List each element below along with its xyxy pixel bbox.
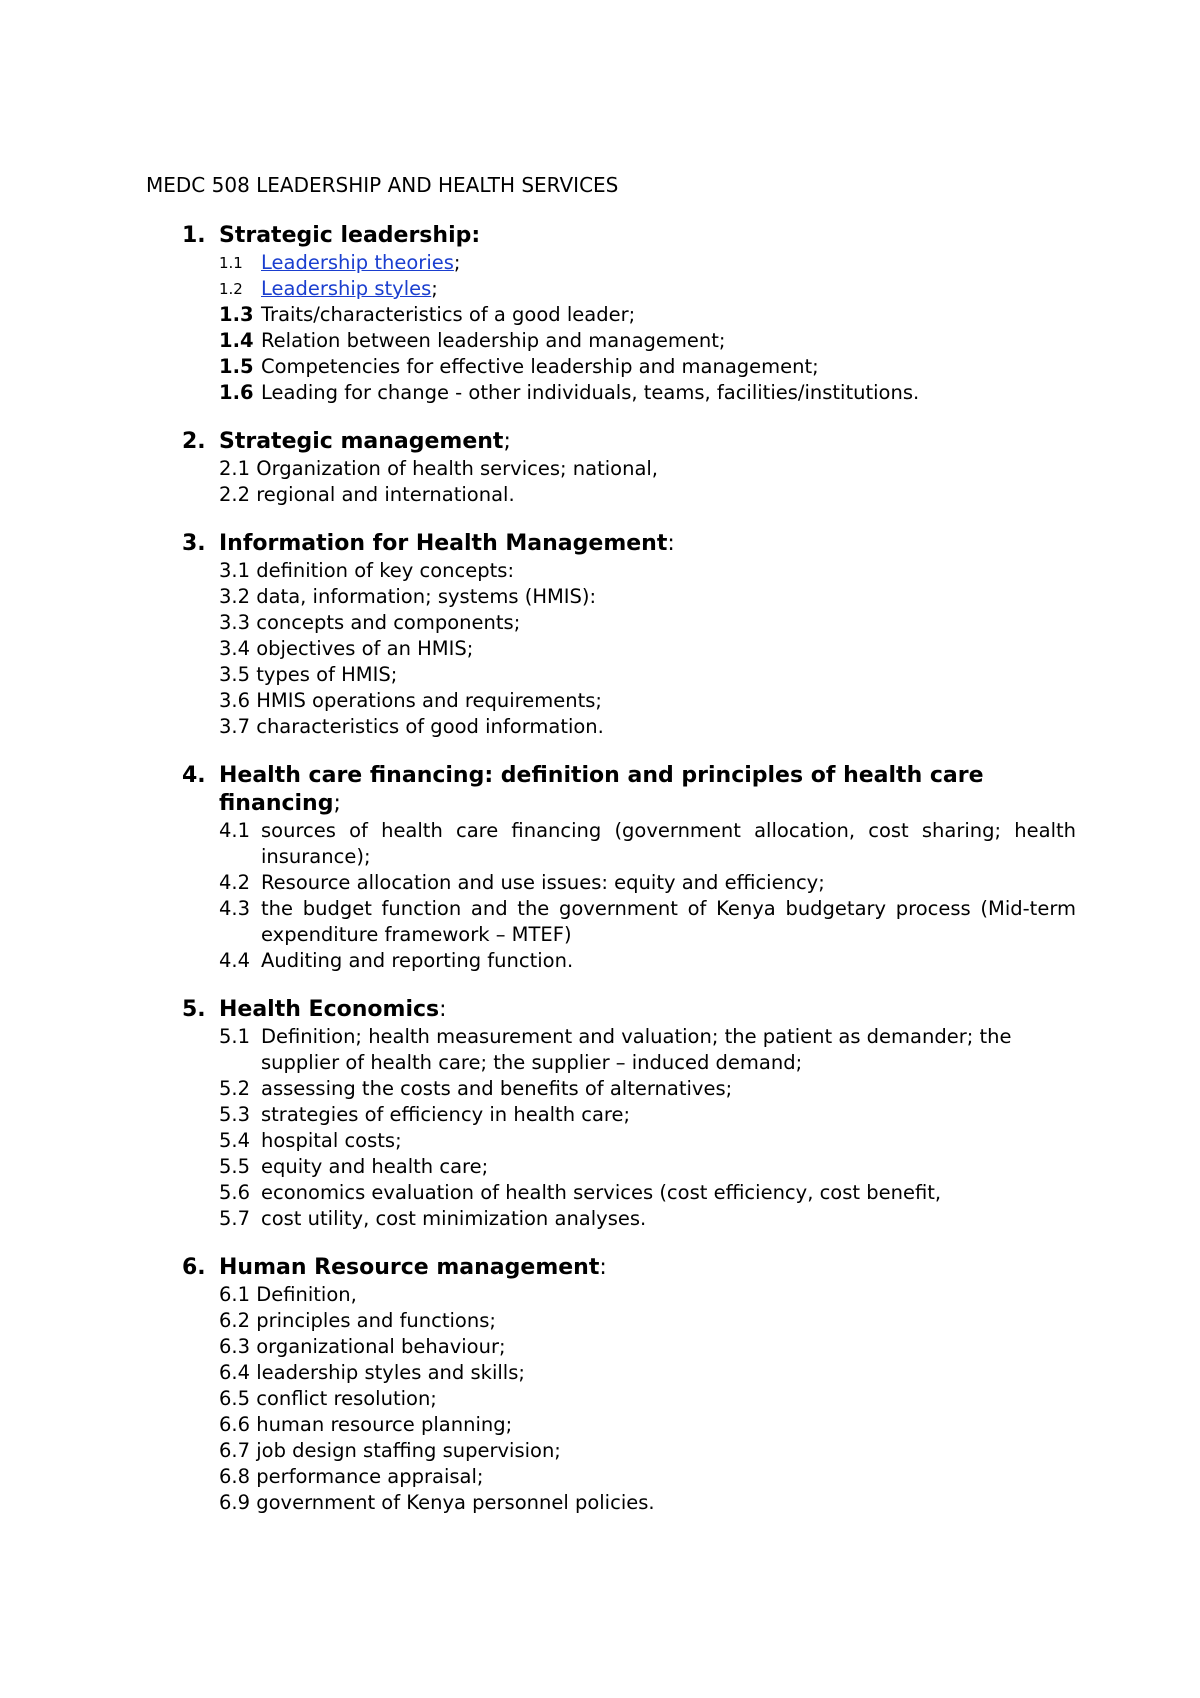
section-number: 2.	[182, 429, 206, 454]
list-item	[0, 558, 1076, 584]
course-outline	[0, 222, 1200, 1538]
item-text: regional and international.	[256, 483, 515, 506]
list-item	[0, 250, 1076, 276]
item-number: 6.4	[219, 1361, 251, 1384]
subtopic-list	[0, 456, 1200, 508]
list-item	[0, 302, 1076, 328]
item-number: 1.1	[219, 254, 243, 272]
item-number: 1.5	[219, 355, 254, 378]
item-number: 3.6	[219, 689, 251, 712]
list-item	[0, 1024, 1076, 1076]
item-text: Relation between leadership and management;	[261, 329, 726, 352]
item-number: 6.3	[219, 1335, 251, 1358]
list-item	[0, 610, 1076, 636]
item-text: the budget function and the government of Kenya budgetary process (Mid-term expenditure framework – MTEF)	[261, 897, 1076, 946]
list-item	[0, 948, 1076, 974]
list-item	[0, 1438, 1076, 1464]
item-text: Auditing and reporting function.	[261, 949, 574, 972]
item-number: 5.4	[219, 1129, 251, 1152]
list-item	[0, 1154, 1076, 1180]
item-text: Leading for change - other individuals, teams, facilities/institutions.	[261, 381, 920, 404]
item-number: 3.3	[219, 611, 251, 634]
item-text: job design staffing supervision;	[256, 1439, 561, 1462]
item-text: human resource planning;	[256, 1413, 513, 1436]
list-item	[0, 1206, 1076, 1232]
list-item	[0, 456, 1076, 482]
list-item	[0, 328, 1076, 354]
list-item	[0, 354, 1076, 380]
list-item	[0, 636, 1076, 662]
item-text: hospital costs;	[261, 1129, 402, 1152]
list-item	[0, 482, 1076, 508]
item-number: 5.6	[219, 1181, 251, 1204]
section-title-trail: :	[599, 1255, 607, 1280]
list-item	[0, 896, 1076, 948]
item-text: Organization of health services; national,	[256, 457, 659, 480]
item-number: 2.1	[219, 457, 251, 480]
section-title: Information for Health Management	[219, 531, 668, 556]
item-number: 5.1	[219, 1025, 251, 1048]
section-title: Strategic management	[219, 429, 504, 454]
subtopic-list	[0, 1024, 1200, 1232]
item-text: performance appraisal;	[256, 1465, 484, 1488]
item-number: 6.6	[219, 1413, 251, 1436]
item-text: conflict resolution;	[256, 1387, 437, 1410]
list-item	[0, 380, 1076, 406]
list-item	[0, 714, 1076, 740]
item-text: Traits/characteristics of a good leader;	[261, 303, 636, 326]
item-text: objectives of an HMIS;	[256, 637, 474, 660]
leadership-theories-link[interactable]: Leadership theories	[261, 251, 454, 274]
item-number: 1.4	[219, 329, 254, 352]
section-title: Strategic leadership:	[219, 223, 481, 248]
item-text: strategies of efficiency in health care;	[261, 1103, 631, 1126]
item-number: 6.9	[219, 1491, 251, 1514]
item-text: equity and health care;	[261, 1155, 489, 1178]
item-trail: ;	[431, 277, 438, 300]
section-number: 1.	[182, 223, 206, 248]
item-number: 2.2	[219, 483, 251, 506]
section-heading	[0, 530, 1079, 558]
section-title: Health Economics	[219, 997, 440, 1022]
item-number: 4.1	[219, 819, 251, 842]
list-item	[0, 1412, 1076, 1438]
item-number: 3.4	[219, 637, 251, 660]
section-strategic-management	[0, 428, 1200, 508]
section-number: 6.	[182, 1255, 206, 1280]
item-number: 1.2	[219, 280, 243, 298]
item-text: principles and functions;	[256, 1309, 496, 1332]
item-number: 5.2	[219, 1077, 251, 1100]
item-number: 4.2	[219, 871, 251, 894]
list-item	[0, 1102, 1076, 1128]
item-text: assessing the costs and benefits of alternatives;	[261, 1077, 733, 1100]
section-number: 5.	[182, 997, 206, 1022]
item-text: concepts and components;	[256, 611, 521, 634]
item-text: sources of health care financing (government allocation, cost sharing; health insurance);	[261, 819, 1076, 868]
list-item	[0, 1464, 1076, 1490]
section-health-care-financing	[0, 762, 1200, 974]
list-item	[0, 662, 1076, 688]
item-number: 5.5	[219, 1155, 251, 1178]
item-trail: ;	[453, 251, 461, 274]
item-text: cost utility, cost minimization analyses.	[261, 1207, 647, 1230]
section-title-trail: ;	[333, 791, 341, 816]
subtopic-list	[0, 558, 1200, 740]
list-item	[0, 1386, 1076, 1412]
list-item	[0, 1282, 1076, 1308]
item-text: data, information; systems (HMIS):	[256, 585, 597, 608]
item-text: organizational behaviour;	[256, 1335, 506, 1358]
list-item	[0, 1334, 1076, 1360]
list-item	[0, 688, 1076, 714]
subtopic-list	[0, 250, 1200, 406]
item-text: HMIS operations and requirements;	[256, 689, 602, 712]
list-item	[0, 1076, 1076, 1102]
list-item	[0, 1180, 1076, 1206]
list-item	[0, 870, 1076, 896]
item-number: 1.6	[219, 381, 254, 404]
section-health-economics	[0, 996, 1200, 1232]
list-item	[0, 1360, 1076, 1386]
list-item	[0, 818, 1076, 870]
list-item	[0, 1308, 1076, 1334]
subtopic-list	[0, 818, 1200, 974]
document-title: MEDC 508 LEADERSHIP AND HEALTH SERVICES	[146, 173, 619, 197]
section-strategic-leadership	[0, 222, 1200, 406]
section-title: Human Resource management	[219, 1255, 600, 1280]
section-number: 3.	[182, 531, 206, 556]
subtopic-list	[0, 1282, 1200, 1516]
list-item	[0, 1128, 1076, 1154]
item-number: 6.5	[219, 1387, 251, 1410]
section-title-trail: ;	[503, 429, 511, 454]
list-item	[0, 584, 1076, 610]
item-number: 5.3	[219, 1103, 251, 1126]
section-heading	[0, 762, 1079, 818]
section-heading	[0, 996, 1079, 1024]
item-text: Resource allocation and use issues: equity and efficiency;	[261, 871, 825, 894]
item-number: 3.2	[219, 585, 251, 608]
item-text: Definition; health measurement and valuation; the patient as demander; the supplier of health care; the supplier – induced demand;	[261, 1025, 1012, 1074]
leadership-styles-link[interactable]: Leadership styles	[261, 277, 432, 300]
section-heading	[0, 222, 1079, 250]
item-number: 6.8	[219, 1465, 251, 1488]
item-number: 3.5	[219, 663, 251, 686]
section-title: Health care financing: definition and principles of health care financing	[219, 763, 984, 816]
list-item	[0, 1490, 1076, 1516]
item-text: definition of key concepts:	[256, 559, 515, 582]
section-title-trail: :	[439, 997, 447, 1022]
item-number: 3.1	[219, 559, 251, 582]
item-text: Competencies for effective leadership and management;	[261, 355, 819, 378]
item-number: 3.7	[219, 715, 251, 738]
item-text: Definition,	[256, 1283, 357, 1306]
item-text: economics evaluation of health services (cost efficiency, cost benefit,	[261, 1181, 942, 1204]
item-number: 4.3	[219, 897, 251, 920]
item-number: 4.4	[219, 949, 251, 972]
item-text: government of Kenya personnel policies.	[256, 1491, 655, 1514]
list-item	[0, 276, 1076, 302]
section-information-for-health-management	[0, 530, 1200, 740]
item-number: 5.7	[219, 1207, 251, 1230]
item-number: 6.1	[219, 1283, 251, 1306]
item-text: leadership styles and skills;	[256, 1361, 525, 1384]
item-text: types of HMIS;	[256, 663, 398, 686]
item-number: 1.3	[219, 303, 254, 326]
section-heading	[0, 428, 1079, 456]
section-heading	[0, 1254, 1079, 1282]
section-title-trail: :	[667, 531, 675, 556]
section-number: 4.	[182, 763, 206, 788]
item-text: characteristics of good information.	[256, 715, 604, 738]
section-human-resource-management	[0, 1254, 1200, 1516]
item-number: 6.7	[219, 1439, 251, 1462]
item-number: 6.2	[219, 1309, 251, 1332]
